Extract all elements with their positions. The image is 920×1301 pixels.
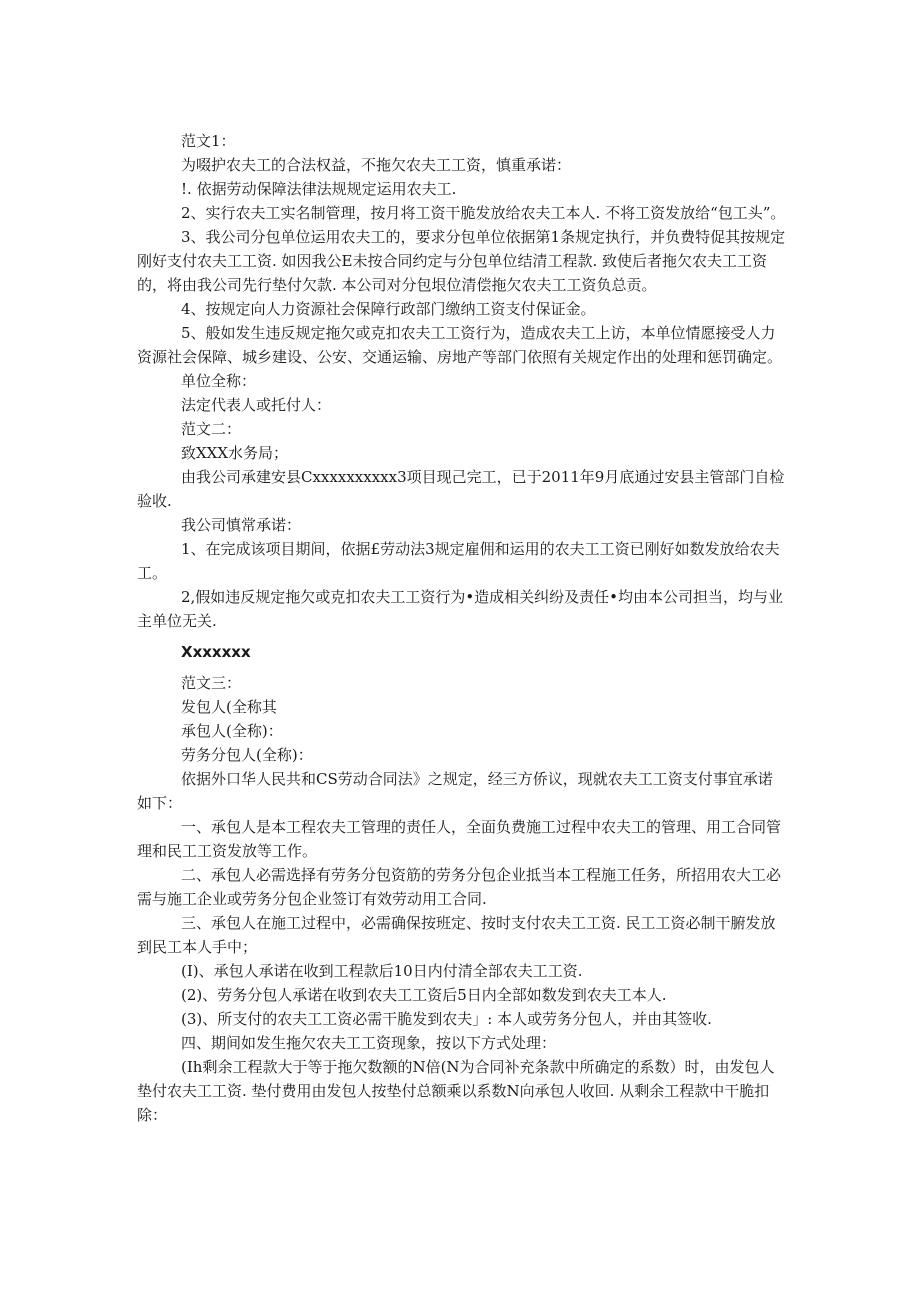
paragraph-clause-3: 三、承包人在施工过程中，必需确保按班定、按时支付农夫工工资. 民工工资必制干腑发放到民工本人手中； bbox=[137, 914, 776, 956]
paragraph-subclause-1: (I)、承包人承诺在收到工程款后10日内付清全部农夫工工资. bbox=[181, 962, 583, 980]
paragraph-sample-2-item-1: 1、在完成该项目期间，依据£劳动法3规定雇佣和运用的农夫工工资已刚好如数发放给农夫工。 bbox=[137, 540, 780, 582]
paragraph-item-1: !. 依据劳动保障法律法规规定运用农夫工. bbox=[181, 180, 457, 198]
paragraph-sample-2-item-2: 2,假如违反规定拖欠或克扣农夫工工资行为•造成相关纠纷及责任•均由本公司担当，均与业主单位无关. bbox=[137, 588, 784, 630]
paragraph-unit-name: 单位全称： bbox=[181, 372, 257, 390]
paragraph-subclause-2: (2)、劳务分包人承诺在收到农夫工工资后5日内全部如数发到农夫工本人. bbox=[181, 986, 667, 1004]
paragraph-item-3: 3、我公司分包单位运用农夫工的，要求分包单位依据第1条规定执行，并负费特促其按规定刚好支付农夫工工资. 如因我公E未按合同约定与分包单位结清工程款. 致使后者拖欠农夫工工资的，将由我公司先行垫付欠款. 本公司对分包垠位清偿拖欠农夫工工资负总贡。 bbox=[137, 228, 786, 294]
paragraph-legal-rep: 法定代表人或托付人： bbox=[181, 396, 332, 414]
paragraph-item-2: 2、实行农夫工实名制管理，按月将工资干脆发放给农夫工本人. 不将工资发放给“包工头”。 bbox=[181, 204, 786, 222]
paragraph-sample-2-title: 范文二： bbox=[181, 420, 242, 438]
paragraph-legal-basis: 依据外口华人民共和CS劳动合同法》之规定，经三方侨议，现就农夫工工资支付事宜承诺如下： bbox=[137, 770, 773, 812]
paragraph-contractor: 承包人(全称)： bbox=[181, 722, 283, 740]
paragraph-employer: 发包人(全称其 bbox=[181, 698, 277, 716]
paragraph-clause-2: 二、承包人必需选择有劳务分包资筋的劳务分包企业抵当本工程施工任务，所招用农大工必需与施工企业或劳务分包企业签订有效劳动用工合同. bbox=[137, 866, 782, 908]
paragraph-subclause-3: (3)、所支付的农夫工工资必需干脆发到农夫」: 本人或劳务分包人，并由其签收. bbox=[181, 1010, 712, 1028]
paragraph-item-5: 5、般如发生违反规定拖欠或克扣农夫工工资行为，造成农夫工上访，本单位情愿接受人力资源社会保障、城乡建设、公安、交通运输、房地产等部门依照有关规定作出的处理和惩罚确定。 bbox=[137, 324, 783, 366]
paragraph-clause-1: 一、承包人是本工程农夫工管理的责任人，全面负费施工过程中农夫工的管理、用工合同管理和民工工资发放等工作。 bbox=[137, 818, 782, 860]
paragraph-project-status: 由我公司承建安县Cxxxxxxxxxx3项目现己完工，已于2011年9月底通过安县主管部门自检验收. bbox=[137, 468, 785, 510]
paragraph-sample-1-title: 范文1： bbox=[181, 132, 236, 150]
paragraph-commitment-intro-2: 我公司慎常承诺： bbox=[181, 516, 302, 534]
paragraph-item-4: 4、按规定向人力资源社会保障行政部门缴纳工资支付保证金。 bbox=[181, 300, 596, 318]
paragraph-clause-4: 四、期间如发生拖欠农夫工工资现象，按以下方式处理： bbox=[181, 1034, 557, 1052]
paragraph-sample-3-title: 范文三： bbox=[181, 674, 242, 692]
paragraph-signature: Xxxxxxx bbox=[181, 643, 251, 661]
paragraph-commitment-intro: 为啜护农夫工的合法权益，不拖欠农夫工工资，慎重承诺： bbox=[181, 156, 572, 174]
paragraph-clause-4-sub-1: (Ih剩余工程款大于等于拖欠数额的N倍(N为合同补充条款中所确定的系数）时，由发包人垫付农夫工工资. 垫付费用由发包人按垫付总额乘以系数N向承包人收回. 从剩余工程款中干脆扣除： bbox=[137, 1058, 775, 1124]
paragraph-subcontractor: 劳务分包人(全称)： bbox=[181, 746, 313, 764]
paragraph-addressee: 致XXX水务局； bbox=[181, 444, 289, 462]
document-body bbox=[137, 129, 787, 1127]
